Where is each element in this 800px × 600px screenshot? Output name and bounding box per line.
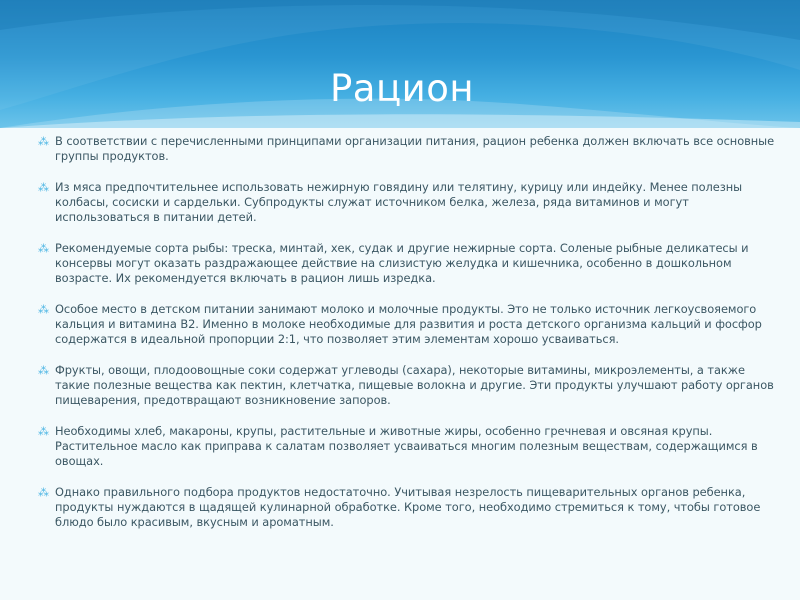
bullet-text: Фрукты, овощи, плодоовощные соки содержат углеводы (сахара), некоторые витамины, микроэлементы, а также такие полезные вещества как пектин, клетчатка, пищевые волокна и другие. Эти продукты улучшают работу органов пищеварения, предотвращают возникновение запоров. — [55, 363, 774, 407]
bullet-text: Из мяса предпочтительнее использовать нежирную говядину или телятину, курицу или индейку. Менее полезны колбасы, сосиски и сардельки. Субпродукты служат источником белка, железа, ряда витаминов и могут использоваться в питании детей. — [55, 180, 743, 224]
bullet-glyph-icon: ⁂ — [38, 486, 49, 499]
bullet-list — [38, 134, 778, 530]
bullet-text: Рекомендуемые сорта рыбы: треска, минтай, хек, судак и другие нежирные сорта. Соленые рыбные деликатесы и консервы могут оказать раздражающее действие на слизистую желудка и кишечника, особенно в дошкольном возрасте. Их рекомендуется включать в рацион лишь изредка. — [55, 241, 749, 285]
bullet-item — [38, 363, 778, 408]
bullet-glyph-icon: ⁂ — [38, 135, 49, 148]
bullet-item — [38, 241, 778, 286]
bullet-text: В соответствии с перечисленными принципами организации питания, рацион ребенка должен включать все основные группы продуктов. — [55, 134, 775, 163]
bullet-item — [38, 424, 778, 469]
bullet-item — [38, 302, 778, 347]
bullet-glyph-icon: ⁂ — [38, 425, 49, 438]
bullet-glyph-icon: ⁂ — [38, 364, 49, 377]
bullet-item — [38, 485, 778, 530]
bullet-glyph-icon: ⁂ — [38, 181, 49, 194]
bullet-glyph-icon: ⁂ — [38, 303, 49, 316]
bullet-item — [38, 180, 778, 225]
slide-title: Рацион — [330, 67, 475, 110]
bullet-text: Необходимы хлеб, макароны, крупы, растительные и животные жиры, особенно гречневая и овсяная крупы. Растительное масло как приправа к салатам позволяет усваиваться многим полезным веществам, содержащимся в овощах. — [55, 424, 758, 468]
bullet-item — [38, 134, 778, 164]
bullet-text: Особое место в детском питании занимают молоко и молочные продукты. Это не только источник легкоусвояемого кальция и витамина В2. Именно в молоке необходимые для развития и роста детского организма кальций и фосфор содержатся в идеальной пропорции 2:1, что позволяет этим элементам хорошо усваиваться. — [55, 302, 762, 346]
bullet-text: Однако правильного подбора продуктов недостаточно. Учитывая незрелость пищеварительных органов ребенка, продукты нуждаются в щадящей кулинарной обработке. Кроме того, необходимо стремиться к тому, чтобы готовое блюдо было красивым, вкусным и ароматным. — [55, 485, 761, 529]
header-band — [0, 0, 800, 128]
bullet-glyph-icon: ⁂ — [38, 242, 49, 255]
